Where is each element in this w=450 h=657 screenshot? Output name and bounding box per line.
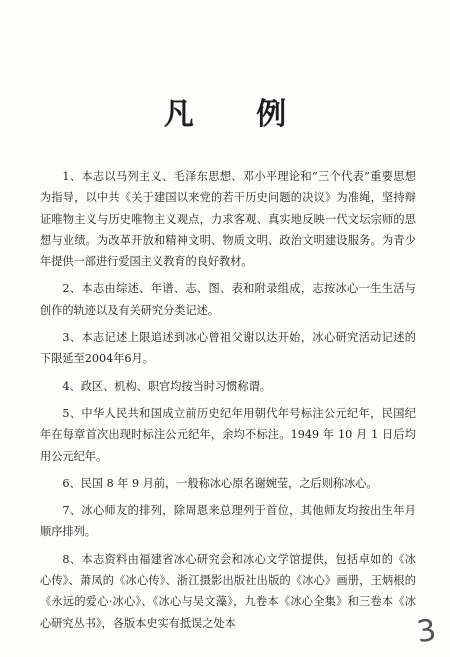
paragraph-6: 6、民国 8 年 9 月前，一般称冰心原名谢婉莹，之后则称冰心。 xyxy=(62,476,378,490)
paragraph-4: 4、政区、机构、职官均按当时习惯称谓。 xyxy=(62,379,271,393)
paragraph-2: 2、本志由综述、年谱、志、图、表和附录组成，志按冰心一生生活与创作的轨迹以及有关研究分类记述。 xyxy=(40,282,416,317)
body-text xyxy=(40,166,416,640)
paragraph-3: 3、本志记述上限追述到冰心曾祖父谢以达开始，冰心研究活动记述的下限延至2004年6月。 xyxy=(40,331,416,366)
paragraph-5: 5、中华人民共和国成立前历史纪年用朝代年号标注公元纪年，民国纪年在每章首次出现时标注公元纪年，余均不标注。1949 年 10 月 1 日后均用公元纪年。 xyxy=(40,406,416,463)
handwritten-page-number: 3 xyxy=(414,612,439,651)
paragraph-7: 7、冰心师友的排列，除周恩来总理列于首位，其他师友均按出生年月顺序排列。 xyxy=(40,504,416,539)
paragraph-1: 1、本志以马列主义、毛泽东思想、邓小平理论和“三个代表”重要思想为指导，以中共《关于建国以来党的若干历史问题的决议》为准绳，坚持辩证唯物主义与历史唯物主义观点，力求客观、真实地反映一代文坛宗师的思想与业绩。为改革开放和精神文明、物质文明、政治文明建设服务。为青少年提供一部进行爱国主义教育的良好教材。 xyxy=(40,170,416,269)
paragraph-8: 8、本志资料由福建省冰心研究会和冰心文学馆提供，包括卓如的《冰心传》、萧凤的《冰心传》、浙江摄影出版社出版的《冰心》画册，王炳根的《永远的爱心·冰心》、《冰心与吴文藻》，九卷本《冰心全集》和三卷本《冰心研究丛书》，各版本史实有抵误之处本 xyxy=(40,552,416,630)
page-title: 凡 例 xyxy=(163,97,313,132)
